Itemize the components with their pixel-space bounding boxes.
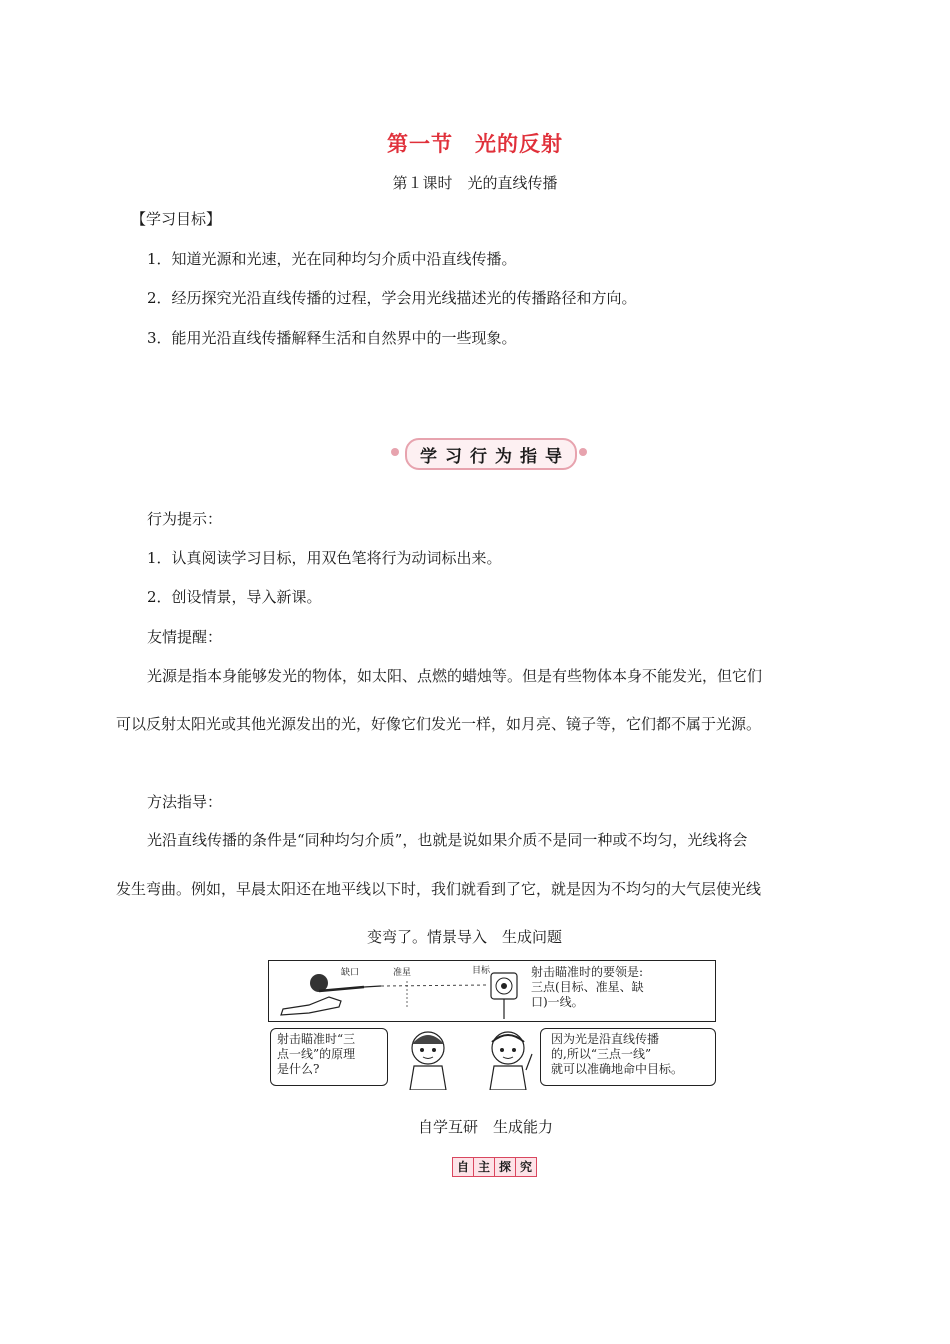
shooter-drawing	[269, 961, 715, 1021]
aim-tip-line-2: 三点(目标、准星、缺	[531, 980, 644, 994]
boy-character	[478, 1026, 538, 1090]
self-study-heading: 自学互研 生成能力	[418, 1118, 554, 1136]
reminder-heading: 友情提醒：	[147, 628, 223, 646]
banner-frame	[405, 438, 577, 470]
tag-char-3: 探	[495, 1158, 516, 1176]
shooting-aim-illustration	[268, 960, 718, 1092]
reminder-line-2: 可以反射太阳光或其他光源发出的光，好像它们发光一样，如月亮、镜子等，它们都不属于光源。	[116, 715, 762, 733]
answer-line-1: 因为光是沿直线传播	[551, 1032, 660, 1046]
banner-right-dot	[579, 448, 587, 456]
hint-item-1: 1．认真阅读学习目标，用双色笔将行为动词标出来。	[147, 549, 502, 567]
objective-item-1: 1．知道光源和光速，光在同种均匀介质中沿直线传播。	[147, 250, 517, 268]
banner-left-dot	[391, 448, 399, 456]
objective-item-3: 3．能用光沿直线传播解释生活和自然界中的一些现象。	[147, 329, 517, 347]
notch-label: 缺口	[341, 968, 360, 978]
banner-text: 学习行为指导	[420, 446, 570, 467]
girl-character	[398, 1026, 458, 1090]
target-label: 目标	[472, 966, 491, 976]
reminder-line-1: 光源是指本身能够发光的物体，如太阳、点燃的蜡烛等。但是有些物体本身不能发光，但它们	[147, 667, 763, 685]
method-heading: 方法指导：	[147, 793, 223, 811]
lesson-subtitle: 第１课时 光的直线传播	[392, 174, 558, 192]
question-line-2: 点一线”的原理	[277, 1047, 356, 1061]
hint-heading: 行为提示：	[147, 510, 223, 528]
method-line-1: 光沿直线传播的条件是“同种均匀介质”，也就是说如果介质不是同一种或不均匀，光线将会	[147, 831, 748, 849]
answer-line-3: 就可以准确地命中目标。	[551, 1062, 684, 1076]
tag-char-2: 主	[474, 1158, 495, 1176]
method-line-3: 变弯了。情景导入 生成问题	[367, 928, 563, 946]
objectives-heading: 【学习目标】	[131, 210, 222, 228]
question-bubble	[270, 1028, 388, 1086]
aim-tip-text	[531, 965, 644, 1010]
tag-char-1: 自	[453, 1158, 474, 1176]
method-line-2: 发生弯曲。例如，早晨太阳还在地平线以下时，我们就看到了它，就是因为不均匀的大气层使光线	[116, 880, 762, 898]
answer-bubble	[540, 1028, 716, 1086]
tag-char-4: 究	[519, 1160, 532, 1174]
aim-tip-line-3: 口)一线。	[531, 995, 584, 1009]
hint-item-2: 2．创设情景，导入新课。	[147, 588, 322, 606]
question-line-1: 射击瞄准时“三	[277, 1032, 356, 1046]
learning-guidance-banner	[389, 436, 589, 468]
aim-tip-line-1: 射击瞄准时的要领是:	[531, 965, 644, 979]
answer-line-2: 的,所以“三点一线”	[551, 1047, 652, 1061]
independent-inquiry-tag	[452, 1157, 537, 1177]
aiming-scene-box	[268, 960, 716, 1022]
question-line-3: 是什么?	[277, 1062, 320, 1076]
section-title: 第一节 光的反射	[387, 131, 563, 156]
objective-item-2: 2．经历探究光沿直线传播的过程，学会用光线描述光的传播路径和方向。	[147, 289, 637, 307]
front-sight-label: 准星	[393, 968, 412, 978]
